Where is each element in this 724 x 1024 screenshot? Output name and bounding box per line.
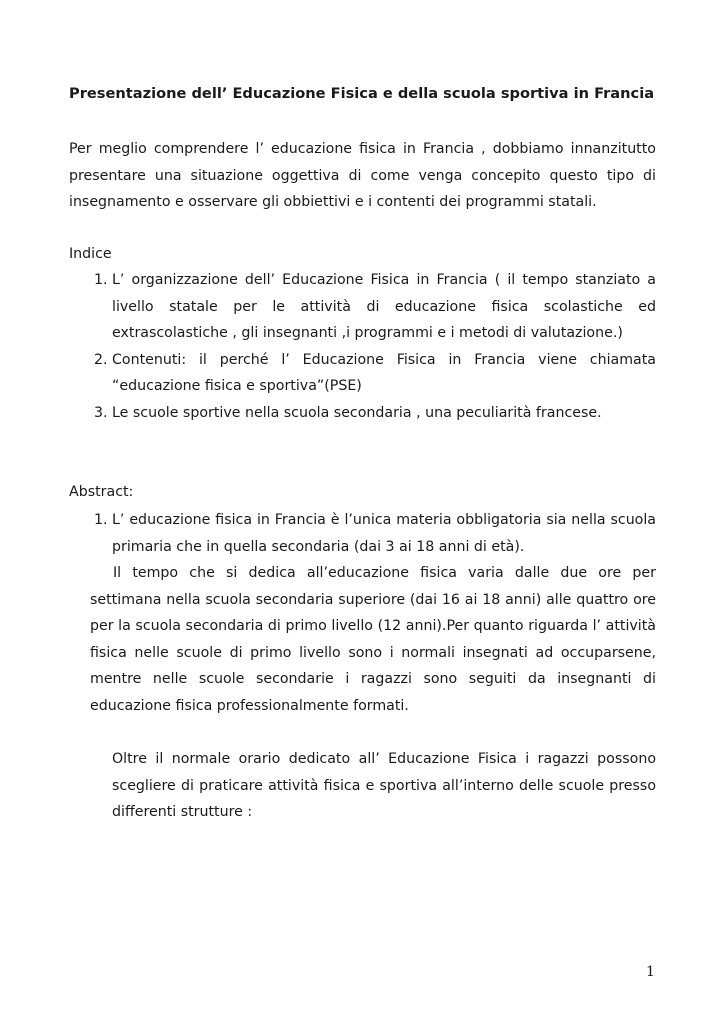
abstract-heading: Abstract: xyxy=(69,484,134,500)
indice-item-3: 3. Le scuole sportive nella scuola secondaria , una peculiarità francese. xyxy=(112,400,656,427)
intro-paragraph: Per meglio comprendere l’ educazione fisica in Francia , dobbiamo innanzitutto presentare una situazione oggettiva di come venga concepito questo tipo di insegnamento e osservare gli obbiettivi e i contenti dei programmi statali. xyxy=(69,141,656,210)
page-number: 1 xyxy=(646,964,655,980)
document-title: Presentazione dell’ Educazione Fisica e della scuola sportiva in Francia xyxy=(69,85,655,102)
indice-heading: Indice xyxy=(69,246,112,262)
abstract-list xyxy=(69,507,656,560)
indice-list xyxy=(69,267,656,426)
abstract-item-1: 1. L’ educazione fisica in Francia è l’unica materia obbligatoria sia nella scuola primaria che in quella secondaria (dai 3 ai 18 anni di età). xyxy=(112,507,656,560)
abstract-paragraph-2: Oltre il normale orario dedicato all’ Educazione Fisica i ragazzi possono scegliere di praticare attività fisica e sportiva all’interno delle scuole presso differenti strutture : xyxy=(112,751,656,820)
abstract-paragraph-1: Il tempo che si dedica all’educazione fisica varia dalle due ore per settimana nella scuola secondaria superiore (dai 16 ai 18 anni) alle quattro ore per la scuola secondaria di primo livello (12 anni).Per quanto riguarda l’ attività fisica nelle scuole di primo livello sono i normali insegnati ad occuparsene, mentre nelle scuole secondarie i ragazzi sono seguiti da insegnanti di educazione fisica professionalmente formati. xyxy=(90,565,656,714)
indice-item-1: 1. L’ organizzazione dell’ Educazione Fisica in Francia ( il tempo stanziato a livello statale per le attività di educazione fisica scolastiche ed extrascolastiche , gli insegnanti ,i programmi e i metodi di valutazione.) xyxy=(112,267,656,347)
indice-item-2: 2. Contenuti: il perché l’ Educazione Fisica in Francia viene chiamata “educazione fisica e sportiva”(PSE) xyxy=(112,347,656,400)
